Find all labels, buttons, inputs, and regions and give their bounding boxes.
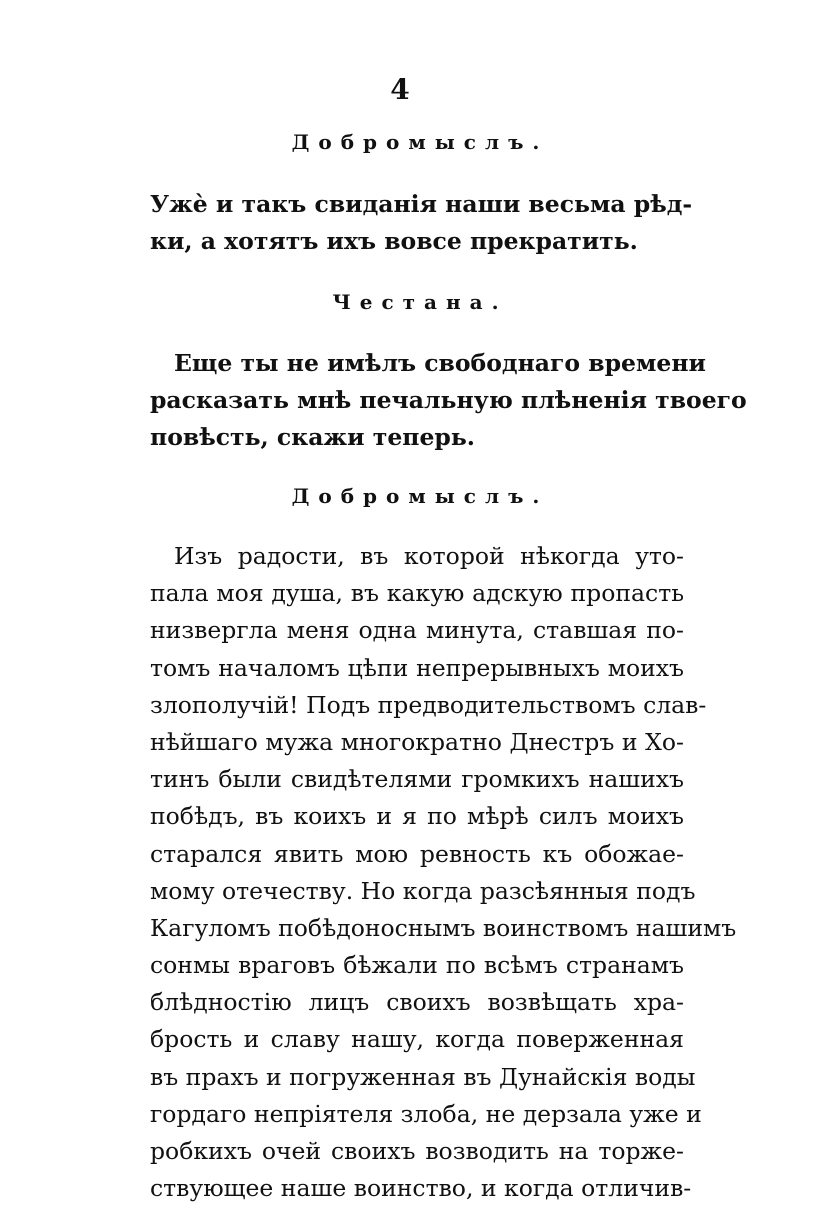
text-line: Еще ты не имѣлъ свободнаго времени bbox=[174, 349, 706, 377]
text-line: ки, а хотятъ ихъ вовсе прекратить. bbox=[150, 227, 638, 256]
speaker-name: Добромыслъ. bbox=[291, 484, 549, 508]
text-line: томъ началомъ цѣпи непрерывныхъ моихъ bbox=[150, 653, 684, 682]
text-line: робкихъ очей своихъ возводить на торже- bbox=[150, 1137, 684, 1165]
speaker-name: Добромыслъ. bbox=[291, 130, 549, 154]
text-line: блѣдностію лицъ своихъ возвѣщать хра- bbox=[150, 988, 684, 1017]
text-line: низвергла меня одна минута, ставшая по- bbox=[150, 616, 684, 645]
speaker-name: Честана. bbox=[332, 290, 508, 314]
speech-block bbox=[150, 345, 747, 457]
text-line: повѣсть, скажи теперь. bbox=[150, 423, 475, 452]
speech-block bbox=[150, 538, 737, 1207]
text-line: мому отечеству. Но когда разсѣянныя подъ bbox=[150, 876, 696, 905]
text-line: въ прахъ и погруженная въ Дунайскія воды bbox=[150, 1062, 696, 1091]
text-line: Изъ радости, въ которой нѣкогда уто- bbox=[174, 542, 684, 570]
text-line: Кагуломъ побѣдоноснымъ воинствомъ нашимъ bbox=[150, 913, 737, 942]
text-line: тинъ были свидѣтелями громкихъ нашихъ bbox=[150, 765, 684, 794]
text-line: ствующее наше воинство, и когда отличив- bbox=[150, 1174, 692, 1203]
text-line: брость и славу нашу, когда поверженная bbox=[150, 1025, 684, 1054]
text-line: Ужѐ и такъ свиданія наши весьма рѣд- bbox=[150, 190, 693, 218]
text-line: злополучій! Подъ предводительствомъ слав- bbox=[150, 690, 707, 719]
text-line: побѣдъ, въ коихъ и я по мѣрѣ силъ моихъ bbox=[150, 802, 684, 831]
speech-block bbox=[150, 186, 693, 260]
text-line: пала моя душа, въ какую адскую пропасть bbox=[150, 579, 684, 608]
text-line: гордаго непріятеля злоба, не дерзала уже и bbox=[150, 1099, 702, 1128]
text-line: нѣйшаго мужа многократно Днестръ и Хо- bbox=[150, 727, 684, 756]
text-line: старался явить мою ревность къ обожае- bbox=[150, 839, 684, 868]
text-line: расказать мнѣ печальную плѣненія твоего bbox=[150, 386, 747, 415]
text-line: сонмы враговъ бѣжали по всѣмъ странамъ bbox=[150, 951, 684, 980]
page-number: 4 bbox=[390, 73, 410, 106]
